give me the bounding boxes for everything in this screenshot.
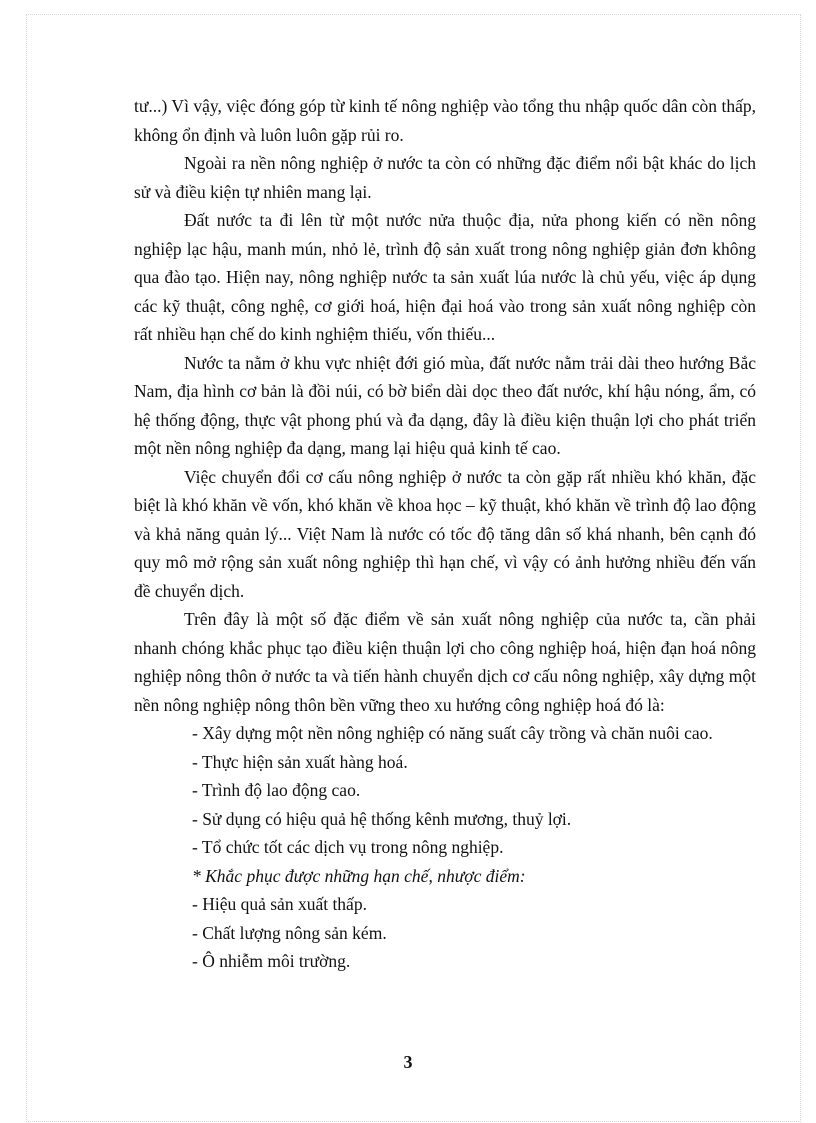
paragraph: Trên đây là một số đặc điểm về sản xuất nông nghiệp của nước ta, cần phải nhanh chóng khắc phục tạo điều kiện thuận lợi cho công nghiệp hoá, hiện đạn hoá nông nghiệp nông thôn ở nước ta và tiến hành chuyển dịch cơ cấu nông nghiệp, xây dựng một nền nông nghiệp nông thôn bền vững theo xu hướng công nghiệp hoá đó là: [134, 609, 756, 715]
paragraph: tư...) Vì vậy, việc đóng góp từ kinh tế nông nghiệp vào tổng thu nhập quốc dân còn thấp, không ổn định và luôn luôn gặp rủi ro. [134, 96, 756, 145]
paragraph: Đất nước ta đi lên từ một nước nửa thuộc địa, nửa phong kiến có nền nông nghiệp lạc hậu, manh mún, nhỏ lẻ, trình độ sản xuất trong nông nghiệp giản đơn không qua đào tạo. Hiện nay, nông nghiệp nước ta sản xuất lúa nước là chủ yếu, việc áp dụng các kỹ thuật, công nghệ, cơ giới hoá, hiện đại hoá vào trong sản xuất nông nghiệp còn rất nhiều hạn chế do kinh nghiệm thiếu, vốn thiếu... [134, 210, 756, 344]
paragraph: Nước ta nằm ở khu vực nhiệt đới gió mùa, đất nước nằm trải dài theo hướng Bắc Nam, địa hình cơ bản là đồi núi, có bờ biển dài dọc theo đất nước, khí hậu nóng, ẩm, có hệ thống động, thực vật phong phú và đa dạng, đây là điều kiện thuận lợi cho phát triển một nền nông nghiệp đa dạng, mang lại hiệu quả kinh tế cao. [134, 352, 756, 458]
document-body [134, 92, 756, 976]
list-item: - Tổ chức tốt các dịch vụ trong nông nghiệp. [192, 837, 504, 857]
list-item: - Sử dụng có hiệu quả hệ thống kênh mương, thuỷ lợi. [192, 808, 572, 829]
paragraph: Việc chuyển đổi cơ cấu nông nghiệp ở nước ta còn gặp rất nhiều khó khăn, đặc biệt là khó khăn về vốn, khó khăn về khoa học – kỹ thuật, khó khăn về trình độ lao động và khả năng quản lý... Việt Nam là nước có tốc độ tăng dân số khá nhanh, bên cạnh đó quy mô mở rộng sản xuất nông nghiệp thì hạn chế, vì vậy có ảnh hưởng nhiều đến vấn đề chuyển dịch. [134, 466, 756, 601]
list-item: - Trình độ lao động cao. [192, 780, 361, 800]
list-item: - Chất lượng nông sản kém. [192, 922, 387, 943]
list-item: - Hiệu quả sản xuất thấp. [192, 894, 367, 914]
list-item: - Ô nhiễm môi trường. [192, 951, 351, 971]
list-item: - Thực hiện sản xuất hàng hoá. [192, 751, 408, 772]
page-number: 3 [403, 1052, 413, 1072]
section-note: * Khắc phục được những hạn chế, nhược điểm: [192, 865, 526, 886]
list-item: - Xây dựng một nền nông nghiệp có năng suất cây trồng và chăn nuôi cao. [192, 723, 713, 743]
paragraph: Ngoài ra nền nông nghiệp ở nước ta còn có những đặc điểm nổi bật khác do lịch sử và điều kiện tự nhiên mang lại. [134, 153, 756, 202]
